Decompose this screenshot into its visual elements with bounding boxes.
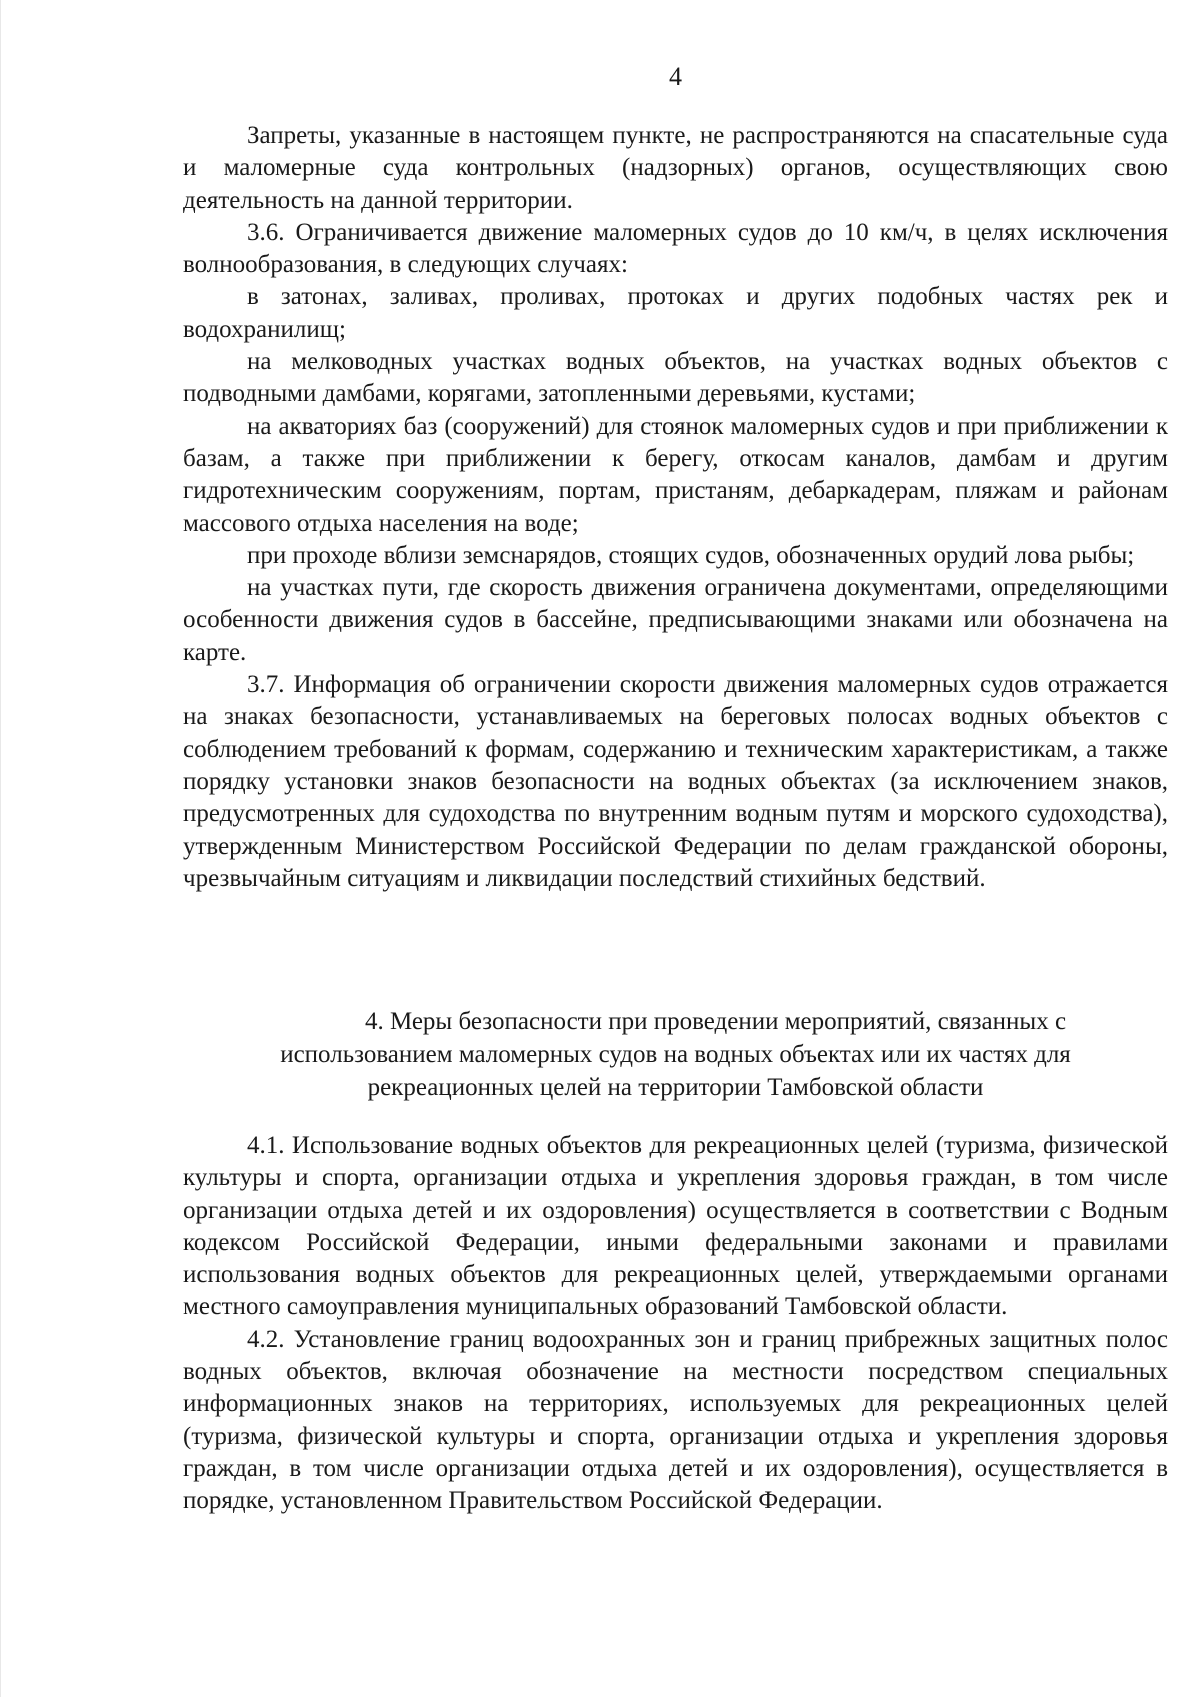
text-block-top [183,120,1168,895]
paragraph-3-6: 3.6. Ограничивается движение маломерных судов до 10 км/ч, в целях исключения волнообразования, в следующих случаях: [183,218,1168,279]
paragraph-bans-exception: Запреты, указанные в настоящем пункте, не распространяются на спасательные суда и маломерные суда контрольных (надзорных) органов, осуществляющих свою деятельность на данной территории. [183,122,1168,214]
section-heading-line-2: использованием маломерных судов на водных объектах или их частях для [280,1041,1071,1068]
section-heading [183,1005,1168,1104]
page-number: 4 [669,62,682,91]
paragraph-3-6-item-shallows: на мелководных участках водных объектов, на участках водных объектов с подводными дамбами, корягами, затопленными деревьями, кустами; [183,348,1168,408]
paragraph-4-2: 4.2. Установление границ водоохранных зон и границ прибрежных защитных полос водных объектов, включая обозначение на местности посредством специальных информационных знаков на территориях, используемых для рекреационных целей (туризма, физической культуры и спорта, организации отдыха и укрепления здоровья граждан, в том числе организации отдыха детей и их оздоровления), осуществляется в порядке, установленном Правительством Российской Федерации. [183,1325,1168,1515]
scan-edge [0,0,1,1697]
document-page [183,0,1168,1697]
section-heading-line-3: рекреационных целей на территории Тамбовской области [367,1074,984,1101]
paragraph-3-7: 3.7. Информация об ограничении скорости движения маломерных судов отражается на знаках безопасности, устанавливаемых на береговых полосах водных объектов с соблюдением требований к формам, содержанию и техническим характеристикам, а также порядку установки знаков безопасности на водных объектах (за исключением знаков, предусмотренных для судоходства по внутренним водным путям и морского судоходства), утвержденным Министерством Российской Федерации по делам гражданской обороны, чрезвычайным ситуациям и ликвидации последствий стихийных бедствий. [183,671,1168,892]
paragraph-3-6-item-bases: на акваториях баз (сооружений) для стоянок маломерных судов и при приближении к базам, а также при приближении к берегу, откосам каналов, дамбам и другим гидротехническим сооружениям, портам, пристаням, дебаркадерам, пляжам и районам массового отдыха населения на воде; [183,412,1168,537]
paragraph-3-6-item-dredgers: при проходе вблизи земснарядов, стоящих судов, обозначенных орудий лова рыбы; [247,541,1135,569]
paragraph-4-1: 4.1. Использование водных объектов для рекреационных целей (туризма, физической культуры и спорта, организации отдыха и укрепления здоровья граждан, в том числе организации отдыха детей и их оздоровления) осуществляется в соответствии с Водным кодексом Российской Федерации, иными федеральными законами и правилами использования водных объектов для рекреационных целей, утверждаемыми органами местного самоуправления муниципальных образований Тамбовской области. [183,1132,1168,1321]
paragraph-3-6-item-route-sections: на участках пути, где скорость движения ограничена документами, определяющими особенности движения судов в бассейне, предписывающими знаками или обозначена на карте. [183,574,1168,666]
paragraph-3-6-item-backwaters: в затонах, заливах, проливах, протоках и других подобных частях рек и водохранилищ; [183,283,1168,343]
text-block-bottom [183,1130,1168,1518]
section-heading-line-1: 4. Меры безопасности при проведении мероприятий, связанных с [364,1008,1067,1035]
